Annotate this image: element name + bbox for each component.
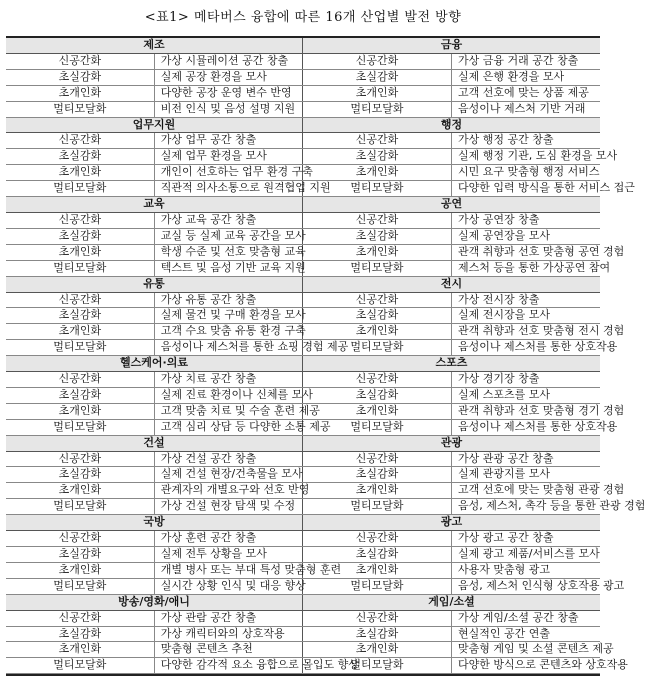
direction-description: 직관적 의사소통으로 원격협업 지원 [154, 181, 302, 197]
direction-description: 교실 등 실제 교육 공간을 모사 [154, 228, 302, 244]
direction-description: 음성이나 제스처를 통한 상호작용 [452, 419, 601, 435]
direction-description: 다양한 감각적 요소 융합으로 몰입도 향상 [154, 658, 302, 674]
direction-label: 멀티모달화 [6, 658, 154, 674]
direction-label: 신공간화 [303, 531, 452, 547]
direction-label: 초개인화 [303, 165, 452, 181]
direction-description: 학생 수준 및 선호 맞춤형 교육 [154, 244, 302, 260]
direction-label: 신공간화 [303, 133, 452, 149]
direction-label: 초개인화 [6, 85, 154, 101]
direction-label: 멀티모달화 [303, 499, 452, 515]
direction-description: 고객 선호에 맞는 맞춤형 관광 경험 [452, 483, 601, 499]
industry-name: 교육 [6, 197, 303, 213]
table-row [303, 562, 600, 578]
direction-label: 초개인화 [303, 562, 452, 578]
direction-description: 가상 캐릭터와의 상호작용 [154, 626, 302, 642]
direction-description: 음성, 제스처, 촉각 등을 통한 관광 경험 [452, 499, 601, 515]
industry-name: 광고 [303, 515, 600, 531]
direction-label: 멀티모달화 [303, 340, 452, 356]
direction-description: 가상 유통 공간 창출 [154, 292, 302, 308]
industry-name: 관광 [303, 435, 600, 451]
table-row [6, 387, 303, 403]
table-row [303, 340, 600, 356]
table-row [303, 658, 600, 674]
direction-label: 초개인화 [6, 642, 154, 658]
direction-label: 초실감화 [303, 69, 452, 85]
table-row [6, 626, 303, 642]
industry-name: 공연 [303, 197, 600, 213]
table-row [6, 85, 303, 101]
direction-description: 실제 스포츠를 모사 [452, 387, 601, 403]
direction-description: 가상 관람 공간 창출 [154, 610, 302, 626]
direction-description: 가상 공연장 창출 [452, 212, 601, 228]
industry-name: 행정 [303, 117, 600, 133]
direction-label: 멀티모달화 [6, 340, 154, 356]
direction-label: 신공간화 [6, 53, 154, 69]
direction-description: 실제 전투 상황을 모사 [154, 547, 302, 563]
table-row [303, 69, 600, 85]
table-row [6, 133, 303, 149]
direction-description: 가상 게임/소셜 공간 창출 [452, 610, 601, 626]
industry-header-row [6, 594, 303, 610]
direction-description: 음성이나 제스처 기반 거래 [452, 101, 601, 117]
table-row [303, 642, 600, 658]
table-row [303, 212, 600, 228]
right-column-table [303, 38, 645, 674]
table-row [6, 578, 303, 594]
industry-header-row [303, 435, 600, 451]
direction-description: 관객 취향과 선호 맞춤형 경기 경험 [452, 403, 601, 419]
direction-description: 실제 진료 환경이나 신체를 모사 [154, 387, 302, 403]
table-row [6, 642, 303, 658]
table-row [6, 212, 303, 228]
table-row [303, 372, 600, 388]
industry-name: 스포츠 [303, 356, 600, 372]
table-row [303, 308, 600, 324]
table-row [303, 260, 600, 276]
direction-label: 멀티모달화 [303, 260, 452, 276]
direction-label: 초실감화 [6, 149, 154, 165]
direction-description: 가상 행정 공간 창출 [452, 133, 601, 149]
direction-label: 멀티모달화 [6, 181, 154, 197]
table-row [303, 101, 600, 117]
industry-table [6, 36, 645, 676]
direction-label: 멀티모달화 [303, 101, 452, 117]
industry-name: 방송/영화/애니 [6, 594, 303, 610]
direction-description: 고객 선호에 맞는 상품 제공 [452, 85, 601, 101]
direction-label: 초개인화 [303, 85, 452, 101]
direction-label: 신공간화 [303, 212, 452, 228]
direction-description: 관객 취향과 선호 맞춤형 공연 경험 [452, 244, 601, 260]
table-row [303, 419, 600, 435]
direction-label: 초개인화 [303, 483, 452, 499]
direction-description: 관계자의 개별요구와 선호 반영 [154, 483, 302, 499]
table-row [303, 324, 600, 340]
direction-label: 신공간화 [6, 451, 154, 467]
table-row [6, 69, 303, 85]
direction-label: 초실감화 [6, 387, 154, 403]
industry-header-row [303, 117, 600, 133]
direction-description: 고객 심리 상담 등 다양한 소통 제공 [154, 419, 302, 435]
table-row [6, 101, 303, 117]
direction-description: 실제 광고 제품/서비스를 모사 [452, 547, 601, 563]
direction-label: 초실감화 [303, 626, 452, 642]
table-row [303, 626, 600, 642]
direction-label: 초실감화 [6, 69, 154, 85]
direction-label: 초개인화 [6, 403, 154, 419]
direction-description: 맞춤형 콘텐츠 추천 [154, 642, 302, 658]
table-row [6, 53, 303, 69]
table-row [303, 483, 600, 499]
direction-description: 가상 훈련 공간 창출 [154, 531, 302, 547]
direction-label: 멀티모달화 [303, 419, 452, 435]
industry-header-row [6, 356, 303, 372]
table-row [6, 228, 303, 244]
industry-header-row [6, 435, 303, 451]
table-row [6, 562, 303, 578]
table-row [6, 658, 303, 674]
direction-description: 개인이 선호하는 업무 환경 구축 [154, 165, 302, 181]
industry-name: 업무지원 [6, 117, 303, 133]
direction-description: 가상 치료 공간 창출 [154, 372, 302, 388]
industry-header-row [303, 515, 600, 531]
direction-label: 멀티모달화 [303, 658, 452, 674]
table-row [303, 467, 600, 483]
industry-header-row [303, 356, 600, 372]
direction-label: 초개인화 [6, 324, 154, 340]
industry-name: 건설 [6, 435, 303, 451]
industry-header-row [303, 276, 600, 292]
direction-description: 가상 업무 공간 창출 [154, 133, 302, 149]
direction-description: 다양한 방식으로 콘텐츠와 상호작용 [452, 658, 601, 674]
direction-label: 초실감화 [303, 387, 452, 403]
table-row [303, 53, 600, 69]
direction-description: 가상 전시장 창출 [452, 292, 601, 308]
direction-description: 실제 물건 및 구매 환경을 모사 [154, 308, 302, 324]
direction-label: 초개인화 [303, 324, 452, 340]
direction-description: 제스처 등을 통한 가상공연 참여 [452, 260, 601, 276]
table-row [303, 387, 600, 403]
industry-name: 제조 [6, 38, 303, 53]
direction-label: 신공간화 [6, 610, 154, 626]
direction-description: 다양한 입력 방식을 통한 서비스 접근 [452, 181, 601, 197]
direction-description: 시민 요구 맞춤형 행정 서비스 [452, 165, 601, 181]
table-row [6, 547, 303, 563]
table-row [6, 403, 303, 419]
industry-header-row [6, 515, 303, 531]
direction-description: 비전 인식 및 음성 설명 지원 [154, 101, 302, 117]
table-row [303, 547, 600, 563]
table-row [303, 149, 600, 165]
direction-label: 초개인화 [303, 642, 452, 658]
direction-description: 가상 시뮬레이션 공간 창출 [154, 53, 302, 69]
table-row [6, 499, 303, 515]
table-row [6, 467, 303, 483]
direction-label: 멀티모달화 [6, 260, 154, 276]
table-row [303, 244, 600, 260]
direction-description: 다양한 공장 운영 변수 반영 [154, 85, 302, 101]
direction-description: 가상 건설 공간 창출 [154, 451, 302, 467]
direction-description: 고객 맞춤 치료 및 수술 훈련 제공 [154, 403, 302, 419]
table-row [6, 149, 303, 165]
direction-label: 멀티모달화 [303, 578, 452, 594]
table-row [303, 85, 600, 101]
direction-description: 현실적인 공간 연출 [452, 626, 601, 642]
direction-description: 실제 행정 기관, 도심 환경을 모사 [452, 149, 601, 165]
direction-label: 초실감화 [303, 547, 452, 563]
direction-label: 신공간화 [6, 372, 154, 388]
direction-label: 초실감화 [303, 467, 452, 483]
industry-name: 전시 [303, 276, 600, 292]
direction-label: 신공간화 [6, 292, 154, 308]
direction-label: 초개인화 [303, 403, 452, 419]
industry-header-row [303, 594, 600, 610]
table-row [303, 451, 600, 467]
table-row [6, 483, 303, 499]
direction-label: 초실감화 [303, 228, 452, 244]
direction-label: 초개인화 [6, 165, 154, 181]
table-row [6, 260, 303, 276]
direction-description: 가상 건설 현장 탐색 및 수정 [154, 499, 302, 515]
industry-header-row [303, 38, 600, 53]
table-row [6, 531, 303, 547]
direction-label: 신공간화 [303, 610, 452, 626]
direction-label: 신공간화 [303, 451, 452, 467]
direction-label: 초개인화 [303, 244, 452, 260]
table-row [303, 610, 600, 626]
direction-description: 음성이나 제스처를 통한 상호작용 [452, 340, 601, 356]
table-row [6, 165, 303, 181]
direction-label: 멀티모달화 [6, 578, 154, 594]
table-row [6, 340, 303, 356]
industry-name: 헬스케어·의료 [6, 356, 303, 372]
direction-label: 신공간화 [6, 133, 154, 149]
direction-description: 가상 교육 공간 창출 [154, 212, 302, 228]
industry-header-row [6, 38, 303, 53]
industry-header-row [6, 197, 303, 213]
direction-description: 텍스트 및 음성 기반 교육 지원 [154, 260, 302, 276]
direction-label: 초실감화 [6, 547, 154, 563]
table-row [6, 308, 303, 324]
direction-description: 실제 건설 현장/건축물을 모사 [154, 467, 302, 483]
industry-name: 국방 [6, 515, 303, 531]
industry-header-row [6, 117, 303, 133]
table-row [303, 531, 600, 547]
industry-name: 유통 [6, 276, 303, 292]
direction-description: 음성, 제스처 인식형 상호작용 광고 [452, 578, 601, 594]
table-row [6, 181, 303, 197]
direction-label: 초개인화 [6, 483, 154, 499]
direction-label: 신공간화 [303, 53, 452, 69]
direction-description: 가상 금융 거래 공간 창출 [452, 53, 601, 69]
table-row [303, 499, 600, 515]
table-row [6, 610, 303, 626]
table-row [303, 165, 600, 181]
industry-name: 게임/소셜 [303, 594, 600, 610]
direction-description: 사용자 맞춤형 광고 [452, 562, 601, 578]
table-row [6, 292, 303, 308]
direction-description: 고객 수요 맞춤 유통 환경 구축 [154, 324, 302, 340]
direction-description: 가상 경기장 창출 [452, 372, 601, 388]
direction-description: 음성이나 제스처를 통한 쇼핑 경험 제공 [154, 340, 302, 356]
direction-label: 멀티모달화 [303, 181, 452, 197]
table-row [303, 133, 600, 149]
left-column-table [6, 38, 359, 674]
table-row [6, 451, 303, 467]
direction-label: 초실감화 [6, 626, 154, 642]
table-row [6, 372, 303, 388]
table-caption: <표1> 메타버스 융합에 따른 16개 산업별 발전 방향 [144, 10, 462, 25]
table-row [303, 403, 600, 419]
direction-label: 초개인화 [6, 562, 154, 578]
direction-description: 실제 전시장을 모사 [452, 308, 601, 324]
direction-description: 실제 공연장을 모사 [452, 228, 601, 244]
table-row [303, 181, 600, 197]
table-row [6, 244, 303, 260]
direction-label: 초실감화 [303, 149, 452, 165]
direction-description: 관객 취향과 선호 맞춤형 전시 경험 [452, 324, 601, 340]
direction-label: 신공간화 [6, 212, 154, 228]
direction-description: 실시간 상황 인식 및 대응 향상 [154, 578, 302, 594]
direction-label: 신공간화 [303, 372, 452, 388]
direction-label: 초실감화 [303, 308, 452, 324]
direction-description: 개별 병사 또는 부대 특성 맞춤형 훈련 [154, 562, 302, 578]
direction-description: 실제 은행 환경을 모사 [452, 69, 601, 85]
direction-label: 멀티모달화 [6, 101, 154, 117]
direction-description: 실제 공장 환경을 모사 [154, 69, 302, 85]
direction-label: 멀티모달화 [6, 419, 154, 435]
table-row [303, 228, 600, 244]
direction-label: 초실감화 [6, 467, 154, 483]
table-row [6, 419, 303, 435]
direction-label: 초실감화 [6, 308, 154, 324]
direction-label: 멀티모달화 [6, 499, 154, 515]
direction-description: 실제 업무 환경을 모사 [154, 149, 302, 165]
direction-description: 가상 광고 공간 창출 [452, 531, 601, 547]
table-row [303, 292, 600, 308]
direction-description: 가상 관광 공간 창출 [452, 451, 601, 467]
table-row [6, 324, 303, 340]
direction-label: 초개인화 [6, 244, 154, 260]
direction-label: 신공간화 [303, 292, 452, 308]
industry-header-row [6, 276, 303, 292]
direction-label: 신공간화 [6, 531, 154, 547]
direction-description: 맞춤형 게임 및 소셜 콘텐츠 제공 [452, 642, 601, 658]
industry-name: 금융 [303, 38, 600, 53]
industry-header-row [303, 197, 600, 213]
direction-label: 초실감화 [6, 228, 154, 244]
direction-description: 실제 관광지를 모사 [452, 467, 601, 483]
table-row [303, 578, 600, 594]
